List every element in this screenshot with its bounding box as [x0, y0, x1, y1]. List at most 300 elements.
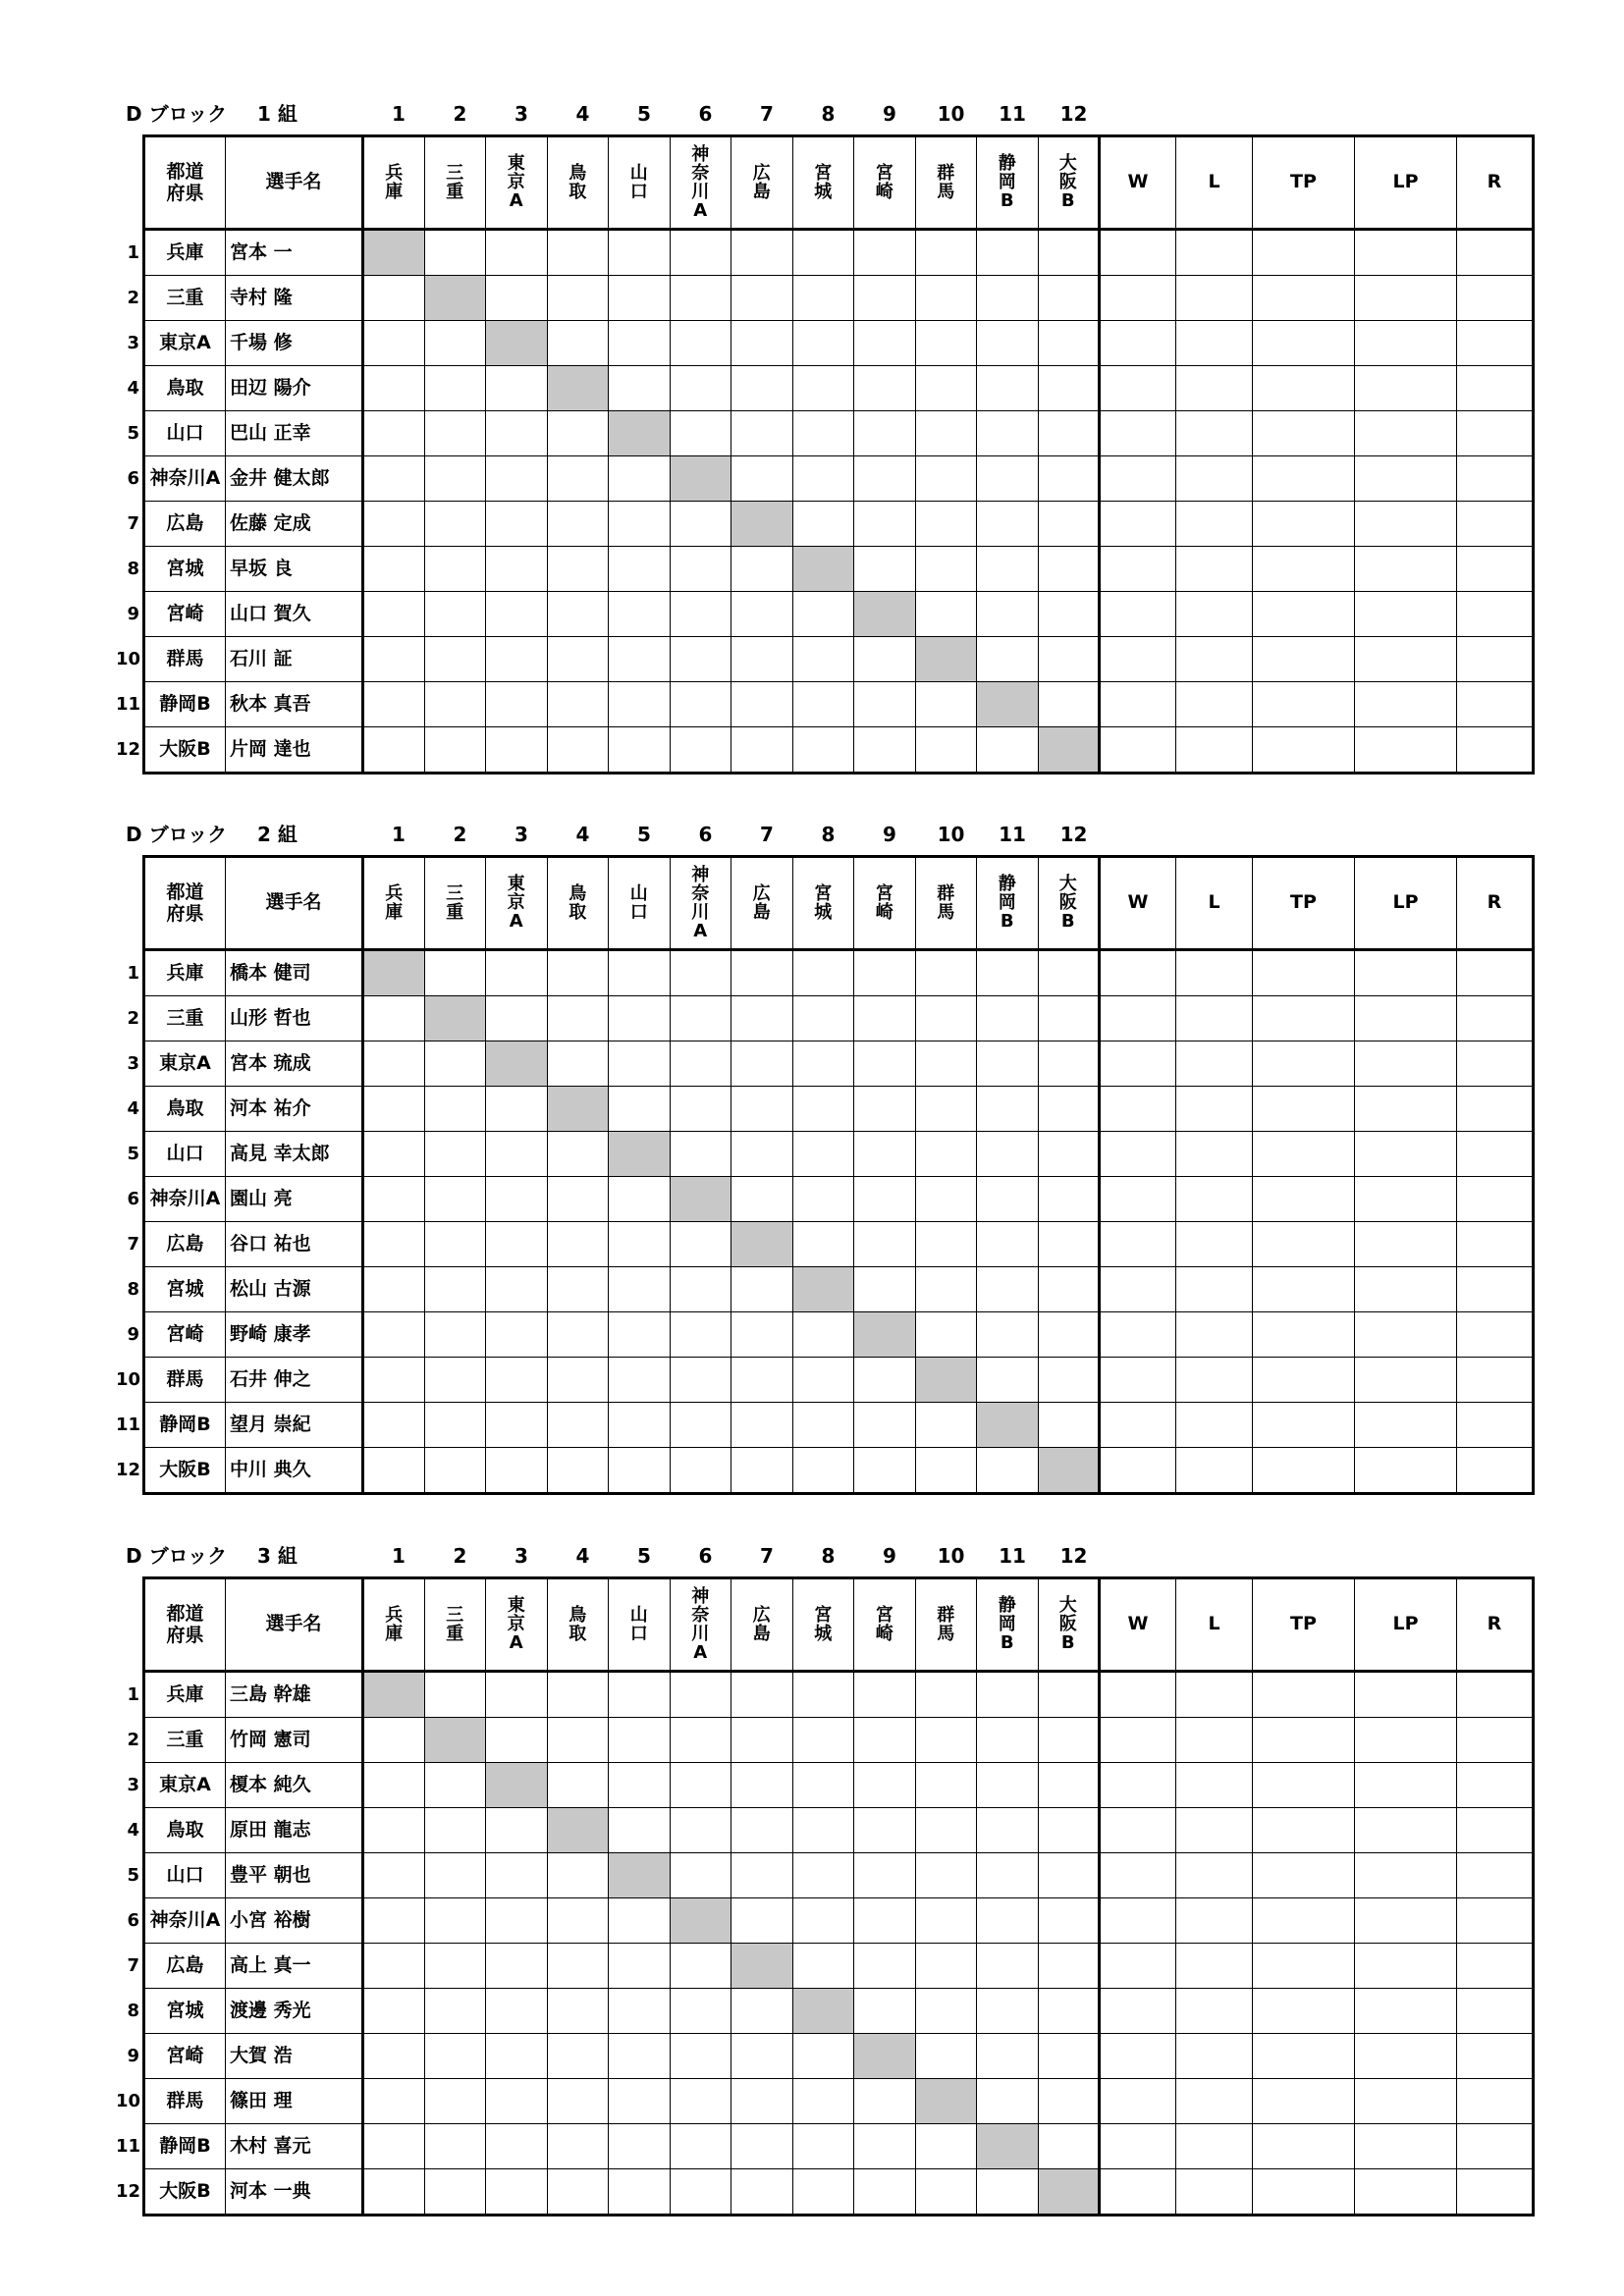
- stat-cell-lp[interactable]: [1355, 1989, 1457, 2034]
- match-result-cell[interactable]: [670, 950, 731, 996]
- match-result-cell[interactable]: [486, 230, 548, 276]
- match-result-cell[interactable]: [486, 1718, 548, 1763]
- match-result-cell[interactable]: [670, 1403, 731, 1448]
- stat-cell-l[interactable]: [1176, 682, 1253, 727]
- match-result-cell[interactable]: [609, 1267, 671, 1312]
- match-result-cell[interactable]: [792, 2169, 854, 2216]
- match-result-cell[interactable]: [547, 2034, 609, 2079]
- match-result-cell[interactable]: [670, 2169, 731, 2216]
- match-result-cell[interactable]: [731, 1989, 793, 2034]
- match-result-cell[interactable]: [670, 1763, 731, 1808]
- stat-cell-r[interactable]: [1457, 637, 1534, 682]
- match-result-cell[interactable]: [854, 1989, 916, 2034]
- match-result-cell[interactable]: [915, 682, 977, 727]
- stat-cell-l[interactable]: [1176, 1358, 1253, 1403]
- match-result-cell[interactable]: [977, 411, 1039, 456]
- stat-cell-w[interactable]: [1100, 592, 1176, 637]
- match-result-cell[interactable]: [670, 2034, 731, 2079]
- match-result-cell[interactable]: [731, 1718, 793, 1763]
- match-result-cell[interactable]: [1038, 2079, 1100, 2124]
- match-result-cell[interactable]: [731, 230, 793, 276]
- stat-cell-tp[interactable]: [1253, 2079, 1355, 2124]
- stat-cell-lp[interactable]: [1355, 321, 1457, 366]
- stat-cell-r[interactable]: [1457, 2079, 1534, 2124]
- stat-cell-tp[interactable]: [1253, 321, 1355, 366]
- match-result-cell[interactable]: [363, 1222, 425, 1267]
- match-result-cell[interactable]: [915, 456, 977, 502]
- match-result-cell[interactable]: [977, 637, 1039, 682]
- match-result-cell[interactable]: [609, 502, 671, 547]
- stat-cell-l[interactable]: [1176, 1944, 1253, 1989]
- match-result-cell[interactable]: [915, 276, 977, 321]
- stat-cell-w[interactable]: [1100, 1312, 1176, 1358]
- stat-cell-l[interactable]: [1176, 321, 1253, 366]
- match-result-cell[interactable]: [915, 1403, 977, 1448]
- stat-cell-tp[interactable]: [1253, 1989, 1355, 2034]
- match-result-cell[interactable]: [915, 1718, 977, 1763]
- match-result-cell[interactable]: [424, 230, 486, 276]
- stat-cell-l[interactable]: [1176, 502, 1253, 547]
- match-result-cell[interactable]: [1038, 276, 1100, 321]
- stat-cell-w[interactable]: [1100, 1944, 1176, 1989]
- match-result-cell[interactable]: [547, 276, 609, 321]
- match-result-cell[interactable]: [547, 230, 609, 276]
- match-result-cell[interactable]: [424, 1763, 486, 1808]
- stat-cell-r[interactable]: [1457, 230, 1534, 276]
- match-result-cell[interactable]: [670, 366, 731, 411]
- match-result-cell[interactable]: [363, 1358, 425, 1403]
- match-result-cell[interactable]: [547, 1177, 609, 1222]
- match-result-cell[interactable]: [792, 1898, 854, 1944]
- stat-cell-r[interactable]: [1457, 1132, 1534, 1177]
- match-result-cell[interactable]: [731, 1808, 793, 1853]
- stat-cell-w[interactable]: [1100, 1267, 1176, 1312]
- match-result-cell[interactable]: [486, 1853, 548, 1898]
- match-result-cell[interactable]: [915, 1312, 977, 1358]
- match-result-cell[interactable]: [609, 276, 671, 321]
- match-result-cell[interactable]: [731, 1763, 793, 1808]
- stat-cell-l[interactable]: [1176, 1989, 1253, 2034]
- match-result-cell[interactable]: [977, 2034, 1039, 2079]
- stat-cell-l[interactable]: [1176, 1041, 1253, 1087]
- match-result-cell[interactable]: [424, 366, 486, 411]
- match-result-cell[interactable]: [792, 637, 854, 682]
- stat-cell-tp[interactable]: [1253, 1853, 1355, 1898]
- match-result-cell[interactable]: [363, 637, 425, 682]
- match-result-cell[interactable]: [792, 996, 854, 1041]
- match-result-cell[interactable]: [1038, 230, 1100, 276]
- stat-cell-w[interactable]: [1100, 230, 1176, 276]
- match-result-cell[interactable]: [977, 1177, 1039, 1222]
- stat-cell-l[interactable]: [1176, 727, 1253, 774]
- stat-cell-l[interactable]: [1176, 276, 1253, 321]
- match-result-cell[interactable]: [363, 1763, 425, 1808]
- match-result-cell[interactable]: [792, 276, 854, 321]
- match-result-cell[interactable]: [547, 950, 609, 996]
- match-result-cell[interactable]: [1038, 1672, 1100, 1718]
- match-result-cell[interactable]: [792, 2124, 854, 2169]
- match-result-cell[interactable]: [547, 1763, 609, 1808]
- stat-cell-tp[interactable]: [1253, 1763, 1355, 1808]
- match-result-cell[interactable]: [547, 321, 609, 366]
- match-result-cell[interactable]: [792, 950, 854, 996]
- match-result-cell[interactable]: [1038, 1358, 1100, 1403]
- match-result-cell[interactable]: [424, 1312, 486, 1358]
- match-result-cell[interactable]: [731, 1853, 793, 1898]
- match-result-cell[interactable]: [609, 2169, 671, 2216]
- match-result-cell[interactable]: [854, 230, 916, 276]
- stat-cell-w[interactable]: [1100, 2079, 1176, 2124]
- match-result-cell[interactable]: [1038, 1718, 1100, 1763]
- match-result-cell[interactable]: [1038, 411, 1100, 456]
- match-result-cell[interactable]: [670, 411, 731, 456]
- match-result-cell[interactable]: [486, 1087, 548, 1132]
- match-result-cell[interactable]: [486, 1222, 548, 1267]
- stat-cell-w[interactable]: [1100, 637, 1176, 682]
- match-result-cell[interactable]: [486, 2079, 548, 2124]
- stat-cell-lp[interactable]: [1355, 950, 1457, 996]
- stat-cell-tp[interactable]: [1253, 1132, 1355, 1177]
- stat-cell-tp[interactable]: [1253, 1718, 1355, 1763]
- stat-cell-lp[interactable]: [1355, 366, 1457, 411]
- match-result-cell[interactable]: [486, 1358, 548, 1403]
- match-result-cell[interactable]: [977, 1989, 1039, 2034]
- stat-cell-w[interactable]: [1100, 1672, 1176, 1718]
- match-result-cell[interactable]: [854, 1898, 916, 1944]
- match-result-cell[interactable]: [977, 1718, 1039, 1763]
- match-result-cell[interactable]: [731, 950, 793, 996]
- stat-cell-w[interactable]: [1100, 1177, 1176, 1222]
- match-result-cell[interactable]: [609, 2079, 671, 2124]
- stat-cell-r[interactable]: [1457, 950, 1534, 996]
- match-result-cell[interactable]: [486, 2124, 548, 2169]
- match-result-cell[interactable]: [609, 456, 671, 502]
- match-result-cell[interactable]: [670, 502, 731, 547]
- match-result-cell[interactable]: [547, 1132, 609, 1177]
- match-result-cell[interactable]: [670, 996, 731, 1041]
- match-result-cell[interactable]: [547, 682, 609, 727]
- match-result-cell[interactable]: [486, 1808, 548, 1853]
- match-result-cell[interactable]: [854, 950, 916, 996]
- match-result-cell[interactable]: [486, 1312, 548, 1358]
- match-result-cell[interactable]: [731, 1041, 793, 1087]
- match-result-cell[interactable]: [609, 1222, 671, 1267]
- match-result-cell[interactable]: [670, 2079, 731, 2124]
- match-result-cell[interactable]: [670, 637, 731, 682]
- match-result-cell[interactable]: [547, 1989, 609, 2034]
- stat-cell-tp[interactable]: [1253, 230, 1355, 276]
- match-result-cell[interactable]: [1038, 502, 1100, 547]
- match-result-cell[interactable]: [915, 1177, 977, 1222]
- match-result-cell[interactable]: [1038, 1898, 1100, 1944]
- stat-cell-r[interactable]: [1457, 276, 1534, 321]
- match-result-cell[interactable]: [915, 727, 977, 774]
- match-result-cell[interactable]: [977, 230, 1039, 276]
- match-result-cell[interactable]: [609, 2034, 671, 2079]
- match-result-cell[interactable]: [977, 276, 1039, 321]
- match-result-cell[interactable]: [486, 1672, 548, 1718]
- stat-cell-l[interactable]: [1176, 230, 1253, 276]
- stat-cell-lp[interactable]: [1355, 1672, 1457, 1718]
- stat-cell-l[interactable]: [1176, 592, 1253, 637]
- stat-cell-lp[interactable]: [1355, 996, 1457, 1041]
- match-result-cell[interactable]: [1038, 1853, 1100, 1898]
- stat-cell-lp[interactable]: [1355, 1312, 1457, 1358]
- match-result-cell[interactable]: [792, 1808, 854, 1853]
- match-result-cell[interactable]: [1038, 1177, 1100, 1222]
- match-result-cell[interactable]: [424, 1448, 486, 1494]
- match-result-cell[interactable]: [486, 996, 548, 1041]
- stat-cell-lp[interactable]: [1355, 1222, 1457, 1267]
- stat-cell-l[interactable]: [1176, 1448, 1253, 1494]
- stat-cell-r[interactable]: [1457, 1087, 1534, 1132]
- match-result-cell[interactable]: [854, 502, 916, 547]
- match-result-cell[interactable]: [854, 547, 916, 592]
- stat-cell-lp[interactable]: [1355, 547, 1457, 592]
- match-result-cell[interactable]: [363, 1403, 425, 1448]
- match-result-cell[interactable]: [363, 1853, 425, 1898]
- match-result-cell[interactable]: [670, 1267, 731, 1312]
- match-result-cell[interactable]: [854, 1041, 916, 1087]
- stat-cell-w[interactable]: [1100, 1222, 1176, 1267]
- stat-cell-l[interactable]: [1176, 547, 1253, 592]
- stat-cell-l[interactable]: [1176, 456, 1253, 502]
- match-result-cell[interactable]: [915, 366, 977, 411]
- stat-cell-w[interactable]: [1100, 321, 1176, 366]
- match-result-cell[interactable]: [609, 1177, 671, 1222]
- stat-cell-l[interactable]: [1176, 1312, 1253, 1358]
- match-result-cell[interactable]: [915, 2034, 977, 2079]
- match-result-cell[interactable]: [424, 2169, 486, 2216]
- match-result-cell[interactable]: [1038, 1222, 1100, 1267]
- match-result-cell[interactable]: [915, 1763, 977, 1808]
- stat-cell-r[interactable]: [1457, 1403, 1534, 1448]
- stat-cell-tp[interactable]: [1253, 1087, 1355, 1132]
- match-result-cell[interactable]: [915, 1448, 977, 1494]
- match-result-cell[interactable]: [609, 1944, 671, 1989]
- match-result-cell[interactable]: [731, 1898, 793, 1944]
- stat-cell-r[interactable]: [1457, 411, 1534, 456]
- match-result-cell[interactable]: [1038, 1132, 1100, 1177]
- stat-cell-lp[interactable]: [1355, 592, 1457, 637]
- stat-cell-l[interactable]: [1176, 2034, 1253, 2079]
- match-result-cell[interactable]: [670, 1448, 731, 1494]
- match-result-cell[interactable]: [424, 1403, 486, 1448]
- match-result-cell[interactable]: [363, 1898, 425, 1944]
- match-result-cell[interactable]: [1038, 2124, 1100, 2169]
- stat-cell-tp[interactable]: [1253, 2169, 1355, 2216]
- stat-cell-w[interactable]: [1100, 1403, 1176, 1448]
- match-result-cell[interactable]: [363, 1267, 425, 1312]
- match-result-cell[interactable]: [609, 1898, 671, 1944]
- match-result-cell[interactable]: [977, 1358, 1039, 1403]
- match-result-cell[interactable]: [363, 592, 425, 637]
- stat-cell-r[interactable]: [1457, 502, 1534, 547]
- stat-cell-lp[interactable]: [1355, 502, 1457, 547]
- match-result-cell[interactable]: [547, 1672, 609, 1718]
- match-result-cell[interactable]: [486, 2034, 548, 2079]
- stat-cell-l[interactable]: [1176, 366, 1253, 411]
- stat-cell-tp[interactable]: [1253, 996, 1355, 1041]
- stat-cell-lp[interactable]: [1355, 1132, 1457, 1177]
- match-result-cell[interactable]: [547, 2124, 609, 2169]
- stat-cell-lp[interactable]: [1355, 2124, 1457, 2169]
- match-result-cell[interactable]: [731, 1448, 793, 1494]
- stat-cell-tp[interactable]: [1253, 950, 1355, 996]
- stat-cell-tp[interactable]: [1253, 502, 1355, 547]
- stat-cell-w[interactable]: [1100, 2169, 1176, 2216]
- match-result-cell[interactable]: [731, 1132, 793, 1177]
- stat-cell-lp[interactable]: [1355, 1177, 1457, 1222]
- match-result-cell[interactable]: [363, 321, 425, 366]
- match-result-cell[interactable]: [1038, 1403, 1100, 1448]
- stat-cell-tp[interactable]: [1253, 1222, 1355, 1267]
- stat-cell-l[interactable]: [1176, 950, 1253, 996]
- match-result-cell[interactable]: [792, 1087, 854, 1132]
- match-result-cell[interactable]: [486, 682, 548, 727]
- match-result-cell[interactable]: [854, 321, 916, 366]
- match-result-cell[interactable]: [1038, 456, 1100, 502]
- stat-cell-w[interactable]: [1100, 1041, 1176, 1087]
- match-result-cell[interactable]: [424, 1672, 486, 1718]
- match-result-cell[interactable]: [609, 637, 671, 682]
- match-result-cell[interactable]: [854, 2169, 916, 2216]
- match-result-cell[interactable]: [609, 230, 671, 276]
- match-result-cell[interactable]: [363, 2169, 425, 2216]
- stat-cell-tp[interactable]: [1253, 727, 1355, 774]
- match-result-cell[interactable]: [977, 547, 1039, 592]
- match-result-cell[interactable]: [547, 1718, 609, 1763]
- match-result-cell[interactable]: [1038, 1944, 1100, 1989]
- match-result-cell[interactable]: [1038, 950, 1100, 996]
- match-result-cell[interactable]: [670, 1718, 731, 1763]
- stat-cell-tp[interactable]: [1253, 1177, 1355, 1222]
- stat-cell-r[interactable]: [1457, 1763, 1534, 1808]
- match-result-cell[interactable]: [792, 411, 854, 456]
- stat-cell-w[interactable]: [1100, 547, 1176, 592]
- match-result-cell[interactable]: [792, 456, 854, 502]
- stat-cell-r[interactable]: [1457, 2169, 1534, 2216]
- stat-cell-w[interactable]: [1100, 1808, 1176, 1853]
- stat-cell-tp[interactable]: [1253, 276, 1355, 321]
- match-result-cell[interactable]: [854, 1763, 916, 1808]
- match-result-cell[interactable]: [547, 637, 609, 682]
- match-result-cell[interactable]: [609, 1763, 671, 1808]
- match-result-cell[interactable]: [792, 1177, 854, 1222]
- stat-cell-w[interactable]: [1100, 1763, 1176, 1808]
- stat-cell-r[interactable]: [1457, 1448, 1534, 1494]
- stat-cell-l[interactable]: [1176, 1808, 1253, 1853]
- match-result-cell[interactable]: [424, 2034, 486, 2079]
- match-result-cell[interactable]: [424, 1898, 486, 1944]
- match-result-cell[interactable]: [731, 1403, 793, 1448]
- match-result-cell[interactable]: [609, 1808, 671, 1853]
- match-result-cell[interactable]: [486, 592, 548, 637]
- match-result-cell[interactable]: [915, 502, 977, 547]
- stat-cell-lp[interactable]: [1355, 1448, 1457, 1494]
- match-result-cell[interactable]: [424, 411, 486, 456]
- match-result-cell[interactable]: [1038, 996, 1100, 1041]
- stat-cell-tp[interactable]: [1253, 1358, 1355, 1403]
- stat-cell-w[interactable]: [1100, 1358, 1176, 1403]
- stat-cell-l[interactable]: [1176, 1672, 1253, 1718]
- match-result-cell[interactable]: [731, 321, 793, 366]
- match-result-cell[interactable]: [486, 502, 548, 547]
- match-result-cell[interactable]: [424, 1041, 486, 1087]
- match-result-cell[interactable]: [424, 727, 486, 774]
- stat-cell-l[interactable]: [1176, 2169, 1253, 2216]
- match-result-cell[interactable]: [854, 727, 916, 774]
- stat-cell-r[interactable]: [1457, 547, 1534, 592]
- match-result-cell[interactable]: [363, 1177, 425, 1222]
- stat-cell-l[interactable]: [1176, 1177, 1253, 1222]
- stat-cell-lp[interactable]: [1355, 2034, 1457, 2079]
- stat-cell-w[interactable]: [1100, 1132, 1176, 1177]
- stat-cell-lp[interactable]: [1355, 1403, 1457, 1448]
- stat-cell-lp[interactable]: [1355, 1898, 1457, 1944]
- match-result-cell[interactable]: [609, 592, 671, 637]
- match-result-cell[interactable]: [486, 1898, 548, 1944]
- match-result-cell[interactable]: [915, 1087, 977, 1132]
- match-result-cell[interactable]: [792, 1403, 854, 1448]
- match-result-cell[interactable]: [486, 547, 548, 592]
- match-result-cell[interactable]: [977, 321, 1039, 366]
- match-result-cell[interactable]: [363, 1132, 425, 1177]
- match-result-cell[interactable]: [486, 1448, 548, 1494]
- match-result-cell[interactable]: [915, 411, 977, 456]
- match-result-cell[interactable]: [486, 276, 548, 321]
- stat-cell-tp[interactable]: [1253, 637, 1355, 682]
- match-result-cell[interactable]: [854, 1672, 916, 1718]
- match-result-cell[interactable]: [363, 502, 425, 547]
- stat-cell-lp[interactable]: [1355, 411, 1457, 456]
- stat-cell-w[interactable]: [1100, 2034, 1176, 2079]
- match-result-cell[interactable]: [977, 1312, 1039, 1358]
- match-result-cell[interactable]: [424, 1358, 486, 1403]
- match-result-cell[interactable]: [1038, 547, 1100, 592]
- match-result-cell[interactable]: [731, 1087, 793, 1132]
- match-result-cell[interactable]: [854, 456, 916, 502]
- stat-cell-w[interactable]: [1100, 1448, 1176, 1494]
- match-result-cell[interactable]: [731, 547, 793, 592]
- match-result-cell[interactable]: [609, 1718, 671, 1763]
- match-result-cell[interactable]: [363, 1808, 425, 1853]
- stat-cell-tp[interactable]: [1253, 682, 1355, 727]
- match-result-cell[interactable]: [731, 2169, 793, 2216]
- match-result-cell[interactable]: [486, 366, 548, 411]
- match-result-cell[interactable]: [670, 727, 731, 774]
- match-result-cell[interactable]: [1038, 321, 1100, 366]
- match-result-cell[interactable]: [1038, 1041, 1100, 1087]
- stat-cell-tp[interactable]: [1253, 1267, 1355, 1312]
- match-result-cell[interactable]: [424, 1222, 486, 1267]
- match-result-cell[interactable]: [363, 2034, 425, 2079]
- match-result-cell[interactable]: [1038, 592, 1100, 637]
- match-result-cell[interactable]: [977, 1087, 1039, 1132]
- match-result-cell[interactable]: [977, 456, 1039, 502]
- match-result-cell[interactable]: [609, 1312, 671, 1358]
- match-result-cell[interactable]: [547, 1448, 609, 1494]
- match-result-cell[interactable]: [424, 1853, 486, 1898]
- match-result-cell[interactable]: [731, 996, 793, 1041]
- match-result-cell[interactable]: [424, 1808, 486, 1853]
- stat-cell-lp[interactable]: [1355, 456, 1457, 502]
- stat-cell-lp[interactable]: [1355, 2079, 1457, 2124]
- match-result-cell[interactable]: [854, 411, 916, 456]
- stat-cell-w[interactable]: [1100, 950, 1176, 996]
- match-result-cell[interactable]: [670, 592, 731, 637]
- match-result-cell[interactable]: [363, 1448, 425, 1494]
